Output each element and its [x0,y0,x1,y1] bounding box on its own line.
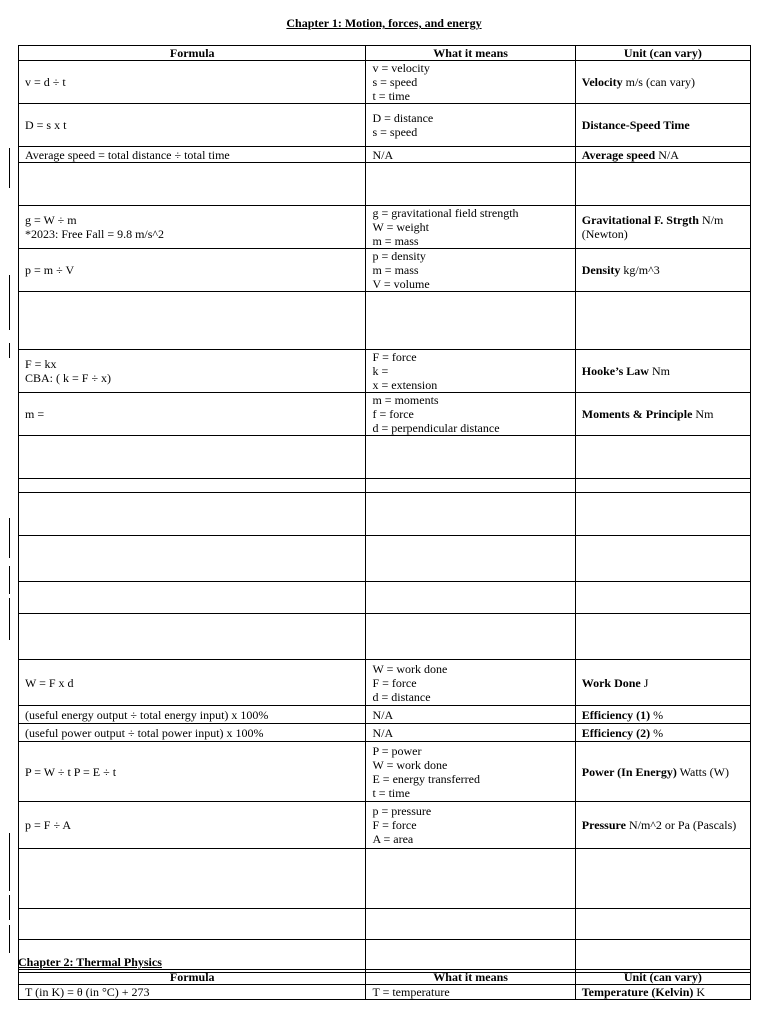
formula-line: *2023: Free Fall = 9.8 m/s^2 [25,227,165,241]
formula-cell [19,706,366,724]
table-row [19,985,751,1000]
margin-line [9,566,10,594]
formula-cell [19,163,366,206]
meaning-line: D = distance [372,111,434,125]
formula-line: D = s x t [25,118,67,132]
unit-quantity: Temperature (Kelvin) [581,985,694,999]
unit-value: % [650,725,664,740]
header-meaning: What it means [366,46,575,61]
header-formula: Formula [19,46,366,61]
meaning-line: W = weight [372,220,430,234]
unit-value: K [693,985,706,999]
unit-cell [575,436,750,479]
formula-line: v = d ÷ t [25,75,66,89]
unit-quantity: Efficiency (2) [581,725,651,740]
formula-line: T (in K) = θ (in °C) + 273 [25,985,150,999]
table-row [19,802,751,849]
meaning-line: P = power [372,743,422,758]
table-row [19,479,751,493]
meaning-line: F = force [372,350,417,364]
meaning-line: s = speed [372,125,418,139]
table-row [19,909,751,940]
meaning-cell [366,350,575,393]
meaning-line: T = temperature [372,985,450,999]
meaning-cell [366,849,575,909]
meaning-line: t = time [372,785,410,800]
unit-value: N/A [655,147,679,162]
meaning-cell [366,536,575,582]
formula-cell [19,104,366,147]
unit-cell [575,742,750,802]
table-row [19,493,751,536]
meaning-line: N/A [372,707,394,722]
table-row [19,104,751,147]
unit-cell [575,724,750,742]
unit-cell [575,104,750,147]
header-unit: Unit (can vary) [575,46,750,61]
formula-cell [19,802,366,849]
formula-cell [19,206,366,249]
chapter-1-title: Chapter 1: Motion, forces, and energy [286,16,482,30]
meaning-cell [366,436,575,479]
meaning-line: A = area [372,832,414,846]
table-row [19,350,751,393]
meaning-cell [366,493,575,536]
meaning-cell [366,985,575,1000]
table-row [19,536,751,582]
meaning-cell [366,206,575,249]
formula-cell [19,849,366,909]
formula-line: W = F x d [25,675,74,690]
meaning-line: s = speed [372,75,418,89]
unit-value: N/m^2 or Pa (Pascals) [625,818,737,832]
table-row [19,614,751,660]
unit-cell [575,292,750,350]
unit-value: J [640,675,649,690]
meaning-cell [366,940,575,973]
margin-line [9,598,10,640]
formula-line: p = m ÷ V [25,263,75,277]
table-row [19,742,751,802]
meaning-cell [366,393,575,436]
unit-cell [575,940,750,973]
meaning-line: N/A [372,725,394,740]
chapter-2-title: Chapter 2: Thermal Physics [18,955,162,969]
meaning-cell [366,660,575,706]
meaning-line: d = perpendicular distance [372,421,500,435]
unit-value: Watts (W) [676,764,729,779]
table-row [19,147,751,163]
header-unit: Unit (can vary) [575,970,750,985]
unit-quantity: Work Done [581,675,641,690]
meaning-cell [366,61,575,104]
meaning-line: x = extension [372,378,438,392]
margin-line [9,925,10,953]
unit-value: Nm [648,364,670,378]
margin-line [9,148,10,188]
meaning-line: E = energy transferred [372,771,480,786]
unit-cell [575,582,750,614]
formula-line: m = [25,407,45,421]
unit-quantity: Distance-Speed Time [581,118,690,132]
header-meaning: What it means [366,970,575,985]
unit-quantity: Hooke’s Law [581,364,649,378]
meaning-cell [366,292,575,350]
formula-line: p = F ÷ A [25,818,72,832]
formula-line: (useful power output ÷ total power input) x 100% [25,725,264,740]
unit-cell [575,706,750,724]
meaning-line: V = volume [372,277,430,291]
margin-line [9,895,10,920]
formula-line: (useful energy output ÷ total energy input) x 100% [25,707,269,722]
margin-line [9,833,10,891]
unit-cell [575,849,750,909]
formula-cell [19,536,366,582]
formula-cell [19,493,366,536]
meaning-line: m = mass [372,234,419,248]
formula-line: P = W ÷ t P = E ÷ t [25,764,117,779]
formula-cell [19,909,366,940]
meaning-line: N/A [372,147,394,162]
unit-quantity: Density [581,263,621,277]
meaning-line: p = pressure [372,804,432,818]
table-row [19,393,751,436]
formula-cell [19,393,366,436]
unit-value: % [650,707,664,722]
meaning-line: m = mass [372,263,419,277]
formula-cell [19,614,366,660]
meaning-line: t = time [372,89,410,103]
table-row [19,249,751,292]
chapter-2-table [18,969,751,1000]
formula-cell [19,479,366,493]
unit-cell [575,163,750,206]
unit-quantity: Velocity [581,75,623,89]
unit-cell [575,206,750,249]
formula-cell [19,249,366,292]
meaning-line: p = density [372,249,426,263]
unit-quantity: Power (In Energy) [581,764,677,779]
formula-line: g = W ÷ m [25,213,77,227]
meaning-cell [366,724,575,742]
meaning-cell [366,802,575,849]
table-row [19,206,751,249]
formula-cell [19,742,366,802]
formula-line: F = kx [25,357,57,371]
meaning-line: m = moments [372,393,439,407]
meaning-line: F = force [372,675,417,690]
meaning-line: k = [372,364,389,378]
header-formula: Formula [19,970,366,985]
table-row [19,660,751,706]
table-row [19,61,751,104]
formula-cell [19,582,366,614]
meaning-cell [366,163,575,206]
formula-cell [19,724,366,742]
margin-line [9,343,10,358]
unit-cell [575,660,750,706]
margin-line [9,275,10,330]
meaning-cell [366,249,575,292]
meaning-line: F = force [372,818,417,832]
unit-cell [575,614,750,660]
unit-value: kg/m^3 [620,263,660,277]
formula-cell [19,660,366,706]
unit-quantity: Gravitational F. Strgth [581,213,699,227]
table-row [19,724,751,742]
unit-cell [575,61,750,104]
unit-cell [575,493,750,536]
meaning-line: v = velocity [372,61,430,75]
unit-cell [575,249,750,292]
unit-quantity: Efficiency (1) [581,707,651,722]
unit-cell [575,985,750,1000]
meaning-cell [366,742,575,802]
meaning-cell [366,147,575,163]
formula-cell [19,61,366,104]
unit-quantity: Average speed [581,147,656,162]
formula-cell [19,147,366,163]
table-row [19,292,751,350]
table-header-row [19,46,751,61]
meaning-line: W = work done [372,757,448,772]
unit-cell [575,479,750,493]
formula-line: CBA: ( k = F ÷ x) [25,371,112,385]
table-row [19,163,751,206]
meaning-cell [366,479,575,493]
chapter-1-table [18,45,751,973]
unit-cell [575,350,750,393]
meaning-cell [366,104,575,147]
formula-line: Average speed = total distance ÷ total time [25,147,230,162]
unit-cell [575,802,750,849]
meaning-cell [366,582,575,614]
meaning-line: g = gravitational field strength [372,206,519,220]
meaning-cell [366,909,575,940]
table-row [19,706,751,724]
unit-quantity: Pressure [581,818,626,832]
table-row [19,436,751,479]
unit-cell [575,909,750,940]
unit-cell [575,393,750,436]
unit-cell [575,536,750,582]
margin-line [9,518,10,558]
unit-cell [575,147,750,163]
unit-quantity: Moments & Principle [581,407,693,421]
unit-value: N/m (Newton) [581,213,727,241]
formula-cell [19,350,366,393]
meaning-cell [366,614,575,660]
unit-value: Nm [692,407,714,421]
meaning-cell [366,706,575,724]
meaning-line: W = work done [372,661,448,676]
formula-cell [19,985,366,1000]
table-row [19,582,751,614]
unit-value: m/s (can vary) [622,75,695,89]
table-header-row [19,970,751,985]
table-row [19,849,751,909]
meaning-line: f = force [372,407,414,421]
formula-cell [19,436,366,479]
formula-cell [19,292,366,350]
meaning-line: d = distance [372,689,431,704]
